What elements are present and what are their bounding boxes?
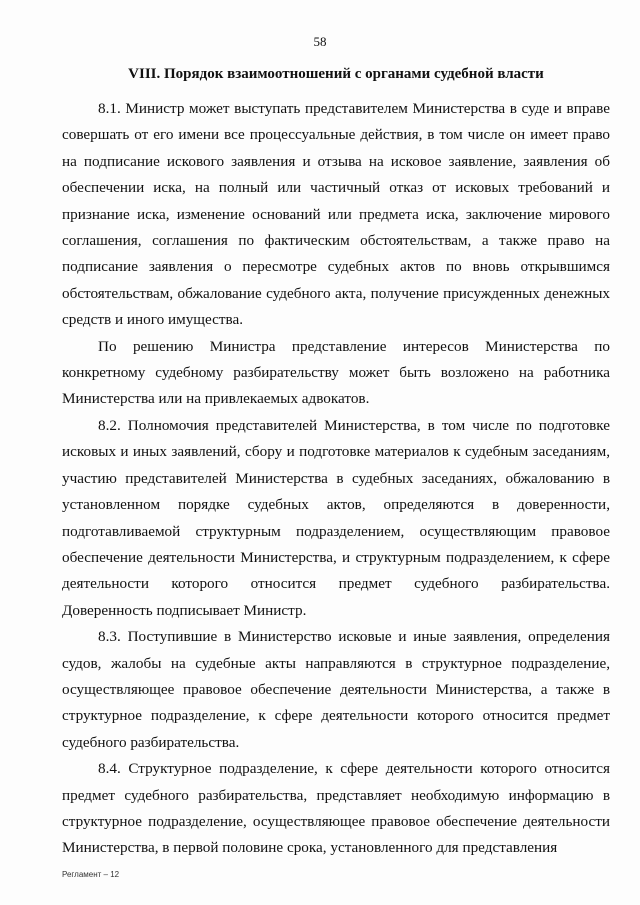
paragraph-minister-decision: По решению Министра представление интересов Министерства по конкретному судебному разбирательству может быть возложено на работника Министерства или на привлекаемых адвокатов.: [62, 337, 610, 408]
paragraph-8-2: 8.2. Полномочия представителей Министерства, в том числе по подготовке исковых и иных заявлений, сбору и подготовке материалов к судебным заседаниям, участию представителей Министерства в судебных заседаниях, обжалованию в установленном порядке судебных актов, определяются в доверенности, подготавливаемой структурным подразделением, осуществляющим правовое обеспечение деятельности Министерства, и структурным подразделением, к сфере деятельности которого относится предмет судебного разбирательства. Доверенность подписывает Министр.: [62, 416, 610, 619]
paragraph-8-4: 8.4. Структурное подразделение, к сфере деятельности которого относится предмет судебного разбирательства, представляет необходимую информацию в структурное подразделение, осуществляющее правовое обеспечение деятельности Министерства, в первой половине срока, установленного для представления: [62, 760, 610, 857]
paragraph-8-3: 8.3. Поступившие в Министерство исковые и иные заявления, определения судов, жалобы на судебные акты направляются в структурное подразделение, осуществляющее правовое обеспечение деятельности Министерства, а также в структурное подразделение, к сфере деятельности которого относится предмет судебного разбирательства.: [62, 628, 610, 751]
page-number: 58: [313, 34, 327, 49]
paragraph-8-1: 8.1. Министр может выступать представителем Министерства в суде и вправе совершать от его имени все процессуальные действия, в том числе он имеет право на подписание искового заявления и отзыва на исковое заявление, заявления об обеспечении иска, на полный или частичный отказ от исковых требований и признание иска, изменение оснований или предмета иска, заключение мирового соглашения, соглашения по фактическим обстоятельствам, а также право на подписание заявления о пересмотре судебных актов по вновь открывшимся обстоятельствам, обжалование судебного акта, получение присужденных денежных средств и иного имущества.: [62, 100, 610, 329]
document-body: [62, 96, 610, 862]
section-title: VIII. Порядок взаимоотношений с органами судебной власти: [128, 66, 544, 82]
page-footer: Регламент – 12: [62, 870, 120, 879]
